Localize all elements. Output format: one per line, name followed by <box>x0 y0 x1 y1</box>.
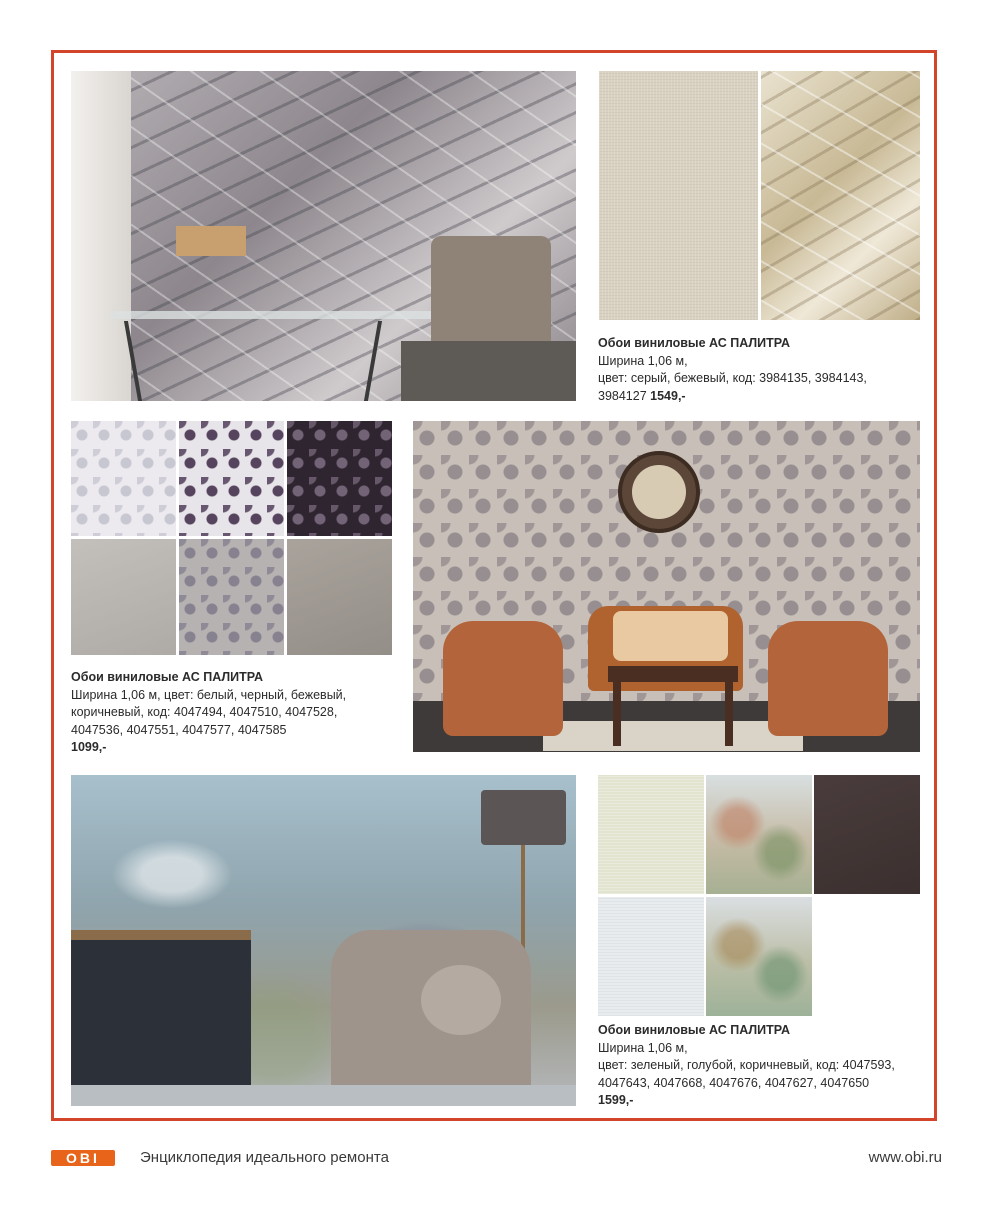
product-description-line: Ширина 1,06 м, <box>598 1040 688 1055</box>
product-title: Обои виниловые АС ПАЛИТРА <box>598 1023 791 1037</box>
product-caption-3 <box>598 1022 928 1110</box>
obi-logo-text: OBI <box>66 1150 100 1166</box>
swatch-landscape-green <box>706 897 812 1016</box>
swatch-dark-brown <box>814 775 920 894</box>
room-photo-damask <box>413 421 920 752</box>
product-price: 1099,- <box>71 740 107 754</box>
product-title: Обои виниловые АС ПАЛИТРА <box>71 670 264 684</box>
swatch-beige-plain <box>599 71 758 320</box>
product-description-line: 4047643, 4047668, 4047676, 4047627, 4047650 <box>598 1075 870 1090</box>
swatch-plain-taupe <box>287 539 392 655</box>
swatch-plain-grey <box>71 539 176 655</box>
swatch-landscape-warm <box>706 775 812 894</box>
product-description-line: 4047536, 4047551, 4047577, 4047585 <box>71 722 287 737</box>
product-description-line: коричневый, код: 4047494, 4047510, 4047528, <box>71 705 338 719</box>
product-price: 1549,- <box>650 388 686 403</box>
swatch-damask-dark <box>287 421 392 536</box>
swatch-damask-grey <box>179 539 284 655</box>
product-description-line: цвет: серый, бежевый, код: 3984135, 3984143, <box>598 371 867 385</box>
swatch-sepia-postcards <box>761 71 920 320</box>
swatch-white-linen <box>598 897 704 1016</box>
product-description-line: Ширина 1,06 м, <box>598 353 688 368</box>
product-description-line: Ширина 1,06 м, цвет: белый, черный, бежевый, <box>71 687 347 702</box>
product-title: Обои виниловые АС ПАЛИТРА <box>598 336 791 350</box>
product-price: 1599,- <box>598 1093 634 1107</box>
product-description-line: цвет: зеленый, голубой, коричневый, код: 4047593, <box>598 1058 895 1072</box>
footer-url-link[interactable]: www.obi.ru <box>868 1149 942 1166</box>
swatch-damask-black-white <box>179 421 284 536</box>
swatch-cream-linen <box>598 775 704 894</box>
room-photo-postcards <box>71 71 576 401</box>
room-photo-landscape <box>71 775 576 1106</box>
swatch-damask-white <box>71 421 176 536</box>
product-codes: 3984127 <box>598 388 651 403</box>
footer-tagline: Энциклопедия идеального ремонта <box>140 1149 389 1166</box>
product-caption-1 <box>598 335 928 405</box>
product-caption-2 <box>71 669 401 757</box>
obi-logo <box>51 1150 115 1166</box>
